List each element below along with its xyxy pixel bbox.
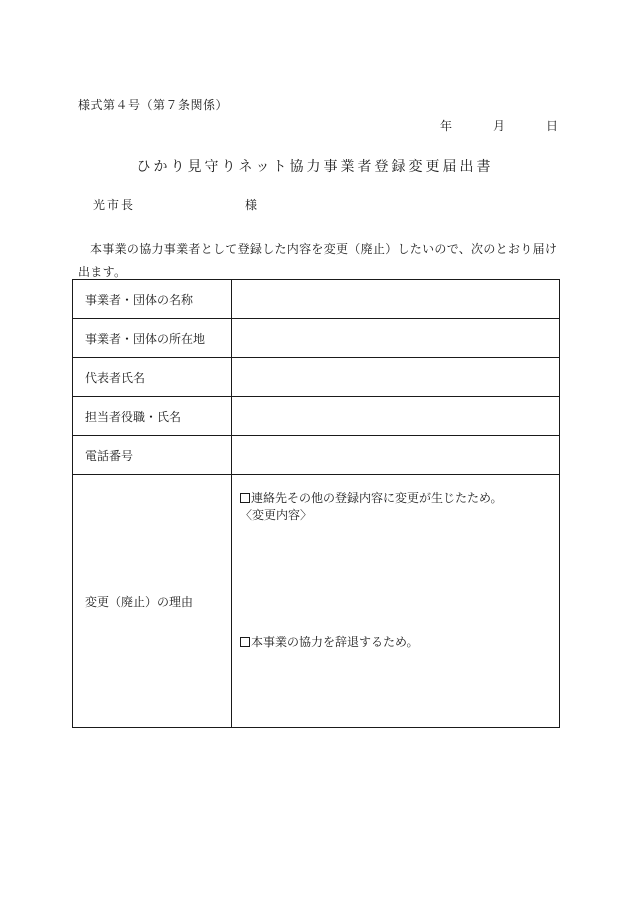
reason-cell	[232, 475, 560, 728]
body-text: 本事業の協力事業者として登録した内容を変更（廃止）したいので、次のとおり届け出ます。	[78, 242, 558, 279]
checkbox-icon[interactable]	[240, 493, 250, 503]
table-row	[73, 397, 560, 436]
field-label-organization-name: 事業者・団体の名称	[73, 280, 232, 319]
table-row-reason	[73, 475, 560, 728]
field-label-representative-name: 代表者氏名	[73, 358, 232, 397]
table-row	[73, 436, 560, 475]
change-detail-label: 〈変更内容〉	[240, 508, 313, 522]
document-title: ひかり見守りネット協力事業者登録変更届出書	[136, 159, 494, 175]
honorific: 様	[245, 198, 258, 212]
registration-change-table	[72, 279, 560, 728]
field-value-representative-name[interactable]	[232, 358, 560, 397]
table-row	[73, 280, 560, 319]
field-value-organization-address[interactable]	[232, 319, 560, 358]
reason-option-change-text: 連絡先その他の登録内容に変更が生じたため。	[251, 491, 503, 505]
field-value-contact-person[interactable]	[232, 397, 560, 436]
field-value-phone-number[interactable]	[232, 436, 560, 475]
date-month-label: 月	[492, 119, 505, 133]
reason-option-change[interactable]	[240, 489, 503, 506]
date-year-label: 年	[440, 119, 453, 133]
date-line	[440, 117, 558, 134]
reason-option-withdraw-text: 本事業の協力を辞退するため。	[251, 635, 419, 649]
field-label-contact-person: 担当者役職・氏名	[73, 397, 232, 436]
table-row	[73, 319, 560, 358]
field-label-organization-address: 事業者・団体の所在地	[73, 319, 232, 358]
field-label-reason: 変更（廃止）の理由	[73, 475, 232, 728]
date-day-label: 日	[545, 119, 558, 133]
field-value-organization-name[interactable]	[232, 280, 560, 319]
field-label-phone-number: 電話番号	[73, 436, 232, 475]
addressee: 光市長	[93, 198, 136, 212]
form-number: 様式第４号（第７条関係）	[78, 98, 229, 112]
checkbox-icon[interactable]	[240, 637, 250, 647]
reason-option-withdraw[interactable]	[240, 633, 419, 650]
table-row	[73, 358, 560, 397]
